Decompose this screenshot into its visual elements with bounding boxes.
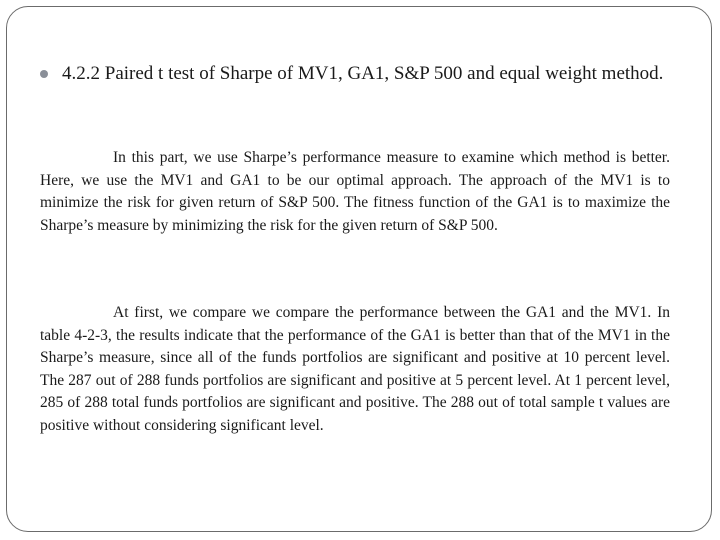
paragraph-sharpe-intro: In this part, we use Sharpe’s performance measure to examine which method is better. Here, we use the MV1 and GA1 to be our optimal approach. The approach of the MV1 is to minimize the risk for given return of S&P 500. The fitness function of the GA1 is to maximize the Sharpe’s measure by minimizing the risk for the given return of S&P 500. <box>40 149 670 234</box>
section-heading <box>40 61 672 87</box>
paragraph-comparison-results: At first, we compare we compare the performance between the GA1 and the MV1. In table 4-2-3, the results indicate that the performance of the GA1 is better than that of the MV1 in the Sharpe’s measure, since all of the funds portfolios are significant and positive at 10 percent level. The 287 out of 288 funds portfolios are significant and positive at 5 percent level. At 1 percent level, 285 of 288 total funds portfolios are significant and positive. The 288 out of total sample t values are positive without considering significant level. <box>40 304 670 434</box>
bullet-icon <box>40 70 48 78</box>
heading-text: 4.2.2 Paired t test of Sharpe of MV1, GA1, S&P 500 and equal weight method. <box>62 63 664 84</box>
